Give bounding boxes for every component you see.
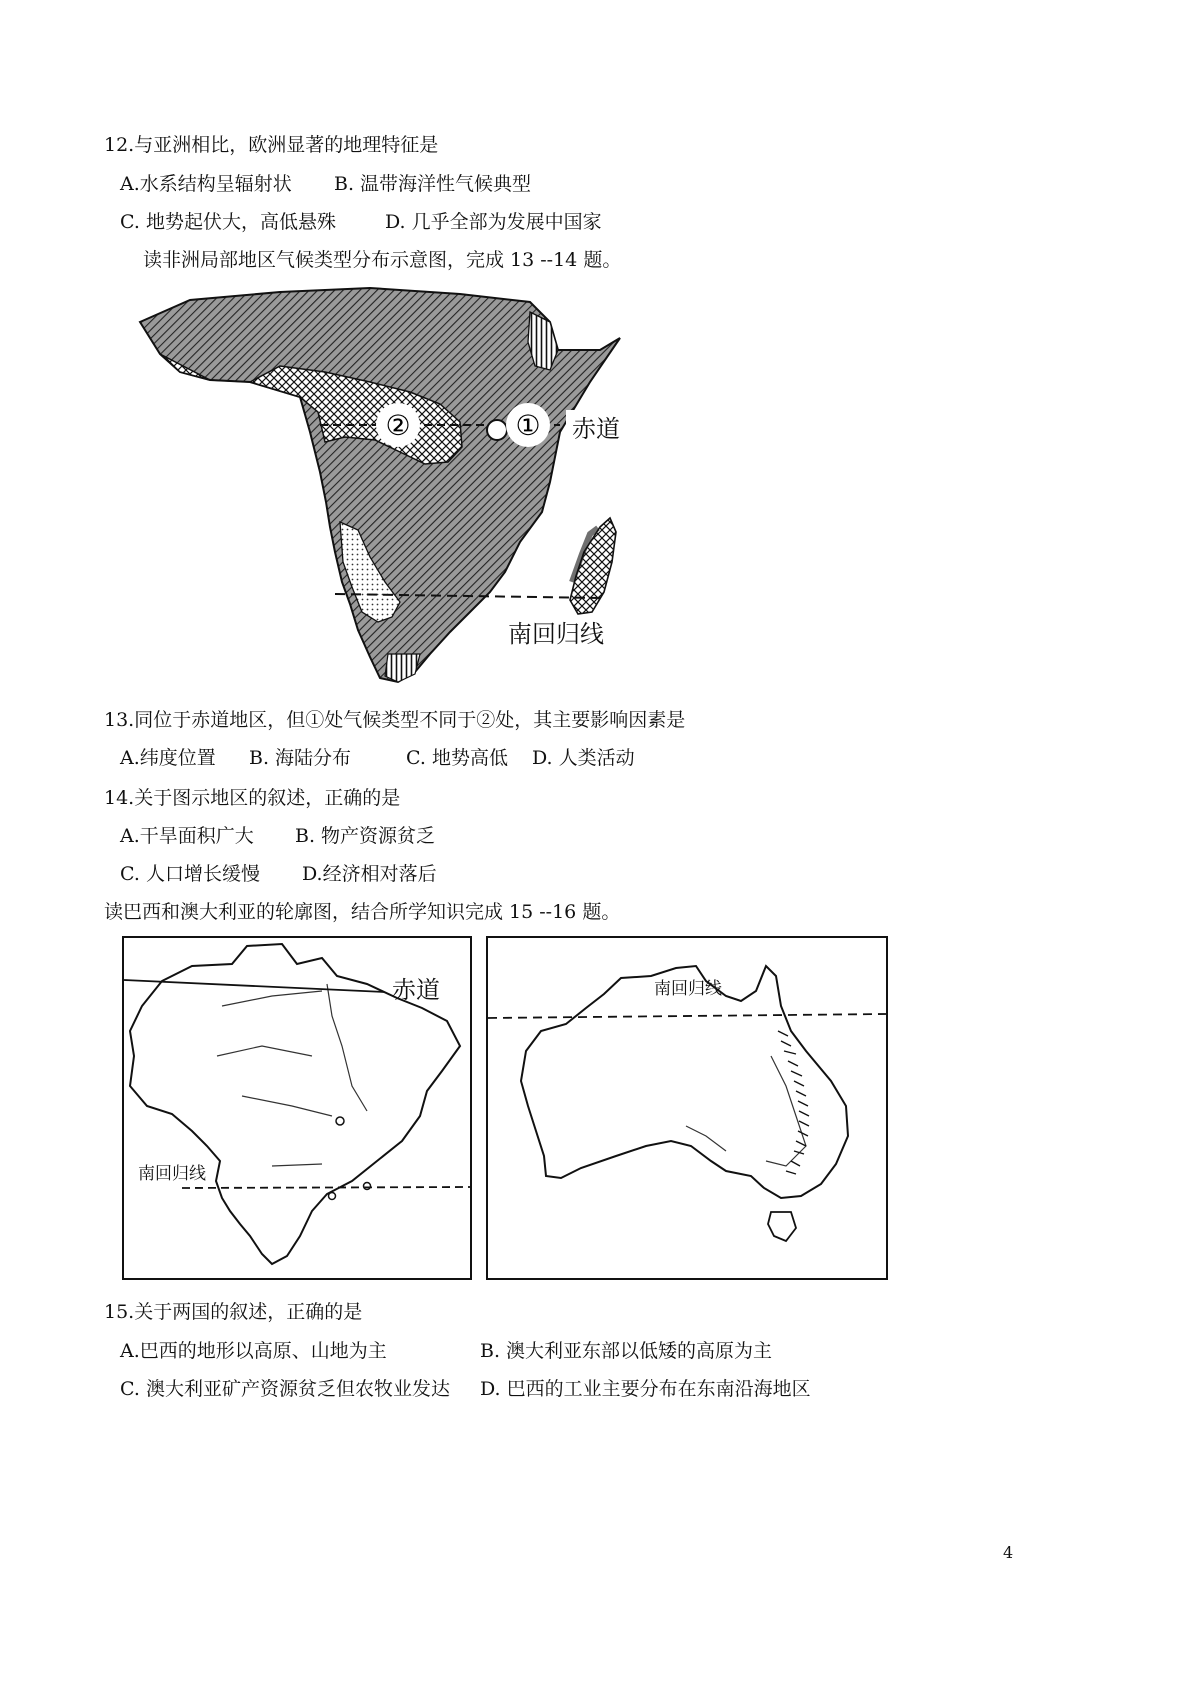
brazil-outline-map: [122, 936, 472, 1280]
tropic-label: 南回归线: [508, 620, 604, 648]
brazil-tropic-label: 南回归线: [138, 1164, 206, 1184]
q15-option-c: C. 澳大利亚矿产资源贫乏但农牧业发达: [120, 1378, 450, 1400]
q13-option-a: A.纬度位置: [120, 747, 216, 769]
q13-option-b: B. 海陆分布: [249, 747, 352, 769]
australia-tropic-label: 南回归线: [654, 979, 722, 999]
brazil-equator-label: 赤道: [392, 976, 440, 1004]
q12-option-d: D. 几乎全部为发展中国家: [385, 211, 602, 233]
marker-1: ①: [515, 409, 541, 442]
q13-option-c: C. 地势高低: [406, 747, 508, 769]
q15-stem: 15.关于两国的叙述，正确的是: [104, 1301, 363, 1323]
q15-option-b: B. 澳大利亚东部以低矮的高原为主: [480, 1340, 773, 1362]
q12-option-c: C. 地势起伏大，高低悬殊: [120, 211, 336, 233]
q13-option-d: D. 人类活动: [532, 747, 635, 769]
q14-option-c: C. 人口增长缓慢: [120, 863, 260, 885]
south-tip-zone: [385, 654, 420, 682]
intro-13-14: 读非洲局部地区气候类型分布示意图，完成 13 --14 题。: [143, 249, 622, 271]
equator-label: 赤道: [572, 415, 620, 443]
page-number: 4: [1003, 1543, 1014, 1562]
q12-option-a: A.水系结构呈辐射状: [120, 173, 292, 195]
q14-stem: 14.关于图示地区的叙述，正确的是: [104, 787, 401, 809]
marker-2: ②: [385, 409, 411, 442]
q12-stem: 12.与亚洲相比，欧洲显著的地理特征是: [104, 134, 439, 156]
q14-option-b: B. 物产资源贫乏: [295, 825, 436, 847]
intro-15-16: 读巴西和澳大利亚的轮廓图，结合所学知识完成 15 --16 题。: [104, 901, 621, 923]
africa-climate-map: [130, 282, 650, 692]
q15-option-d: D. 巴西的工业主要分布在东南沿海地区: [480, 1378, 811, 1400]
q14-option-d: D.经济相对落后: [302, 863, 437, 885]
q13-stem: 13.同位于赤道地区，但①处气候类型不同于②处，其主要影响因素是: [104, 709, 686, 731]
australia-outline-map: [486, 936, 888, 1280]
q15-option-a: A.巴西的地形以高原、山地为主: [120, 1340, 387, 1362]
q14-option-a: A.干旱面积广大: [120, 825, 254, 847]
q12-option-b: B. 温带海洋性气候典型: [334, 173, 532, 195]
